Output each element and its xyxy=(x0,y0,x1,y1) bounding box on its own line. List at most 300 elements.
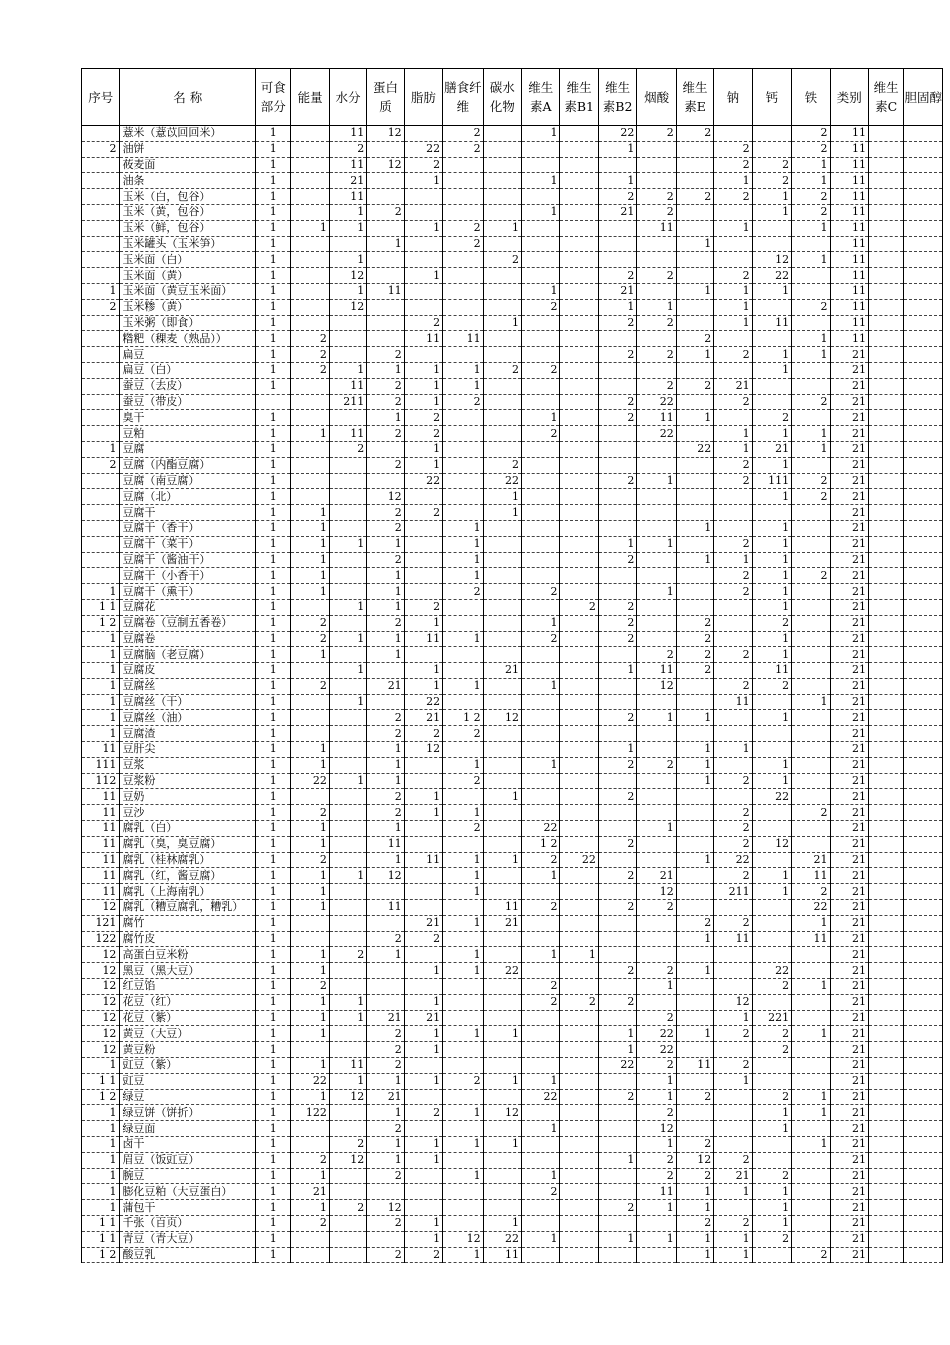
cell-index[interactable]: 12 xyxy=(82,1026,120,1042)
cell-vitamin-e[interactable] xyxy=(676,299,713,315)
cell-vitamin-a[interactable] xyxy=(522,884,560,900)
cell-protein[interactable]: 1 xyxy=(367,852,404,868)
cell-sodium[interactable]: 1 xyxy=(714,552,752,568)
cell-protein[interactable] xyxy=(367,173,404,189)
cell-fiber[interactable] xyxy=(443,157,483,173)
cell-iron[interactable] xyxy=(792,552,830,568)
cell-energy[interactable] xyxy=(291,410,329,426)
cell-fiber[interactable]: 1 xyxy=(443,552,483,568)
cell-cholesterol[interactable] xyxy=(904,1026,943,1042)
cell-energy[interactable] xyxy=(291,441,329,457)
cell-sodium[interactable] xyxy=(714,204,752,220)
cell-water[interactable] xyxy=(329,963,366,979)
cell-vitamin-c[interactable] xyxy=(868,252,903,268)
cell-name[interactable]: 莜麦面 xyxy=(120,157,256,173)
cell-cholesterol[interactable] xyxy=(904,394,943,410)
cell-sodium[interactable] xyxy=(714,789,752,805)
cell-energy[interactable] xyxy=(291,710,329,726)
cell-carbohydrate[interactable] xyxy=(483,678,521,694)
cell-protein[interactable]: 2 xyxy=(367,457,404,473)
cell-protein[interactable] xyxy=(367,315,404,331)
cell-fiber[interactable] xyxy=(443,410,483,426)
cell-fiber[interactable]: 1 xyxy=(443,362,483,378)
cell-vitamin-a[interactable] xyxy=(522,1247,560,1263)
cell-water[interactable] xyxy=(329,915,366,931)
cell-index[interactable]: 1 1 xyxy=(82,1215,120,1231)
cell-vitamin-b1[interactable] xyxy=(560,457,598,473)
cell-fiber[interactable]: 2 xyxy=(443,821,483,837)
cell-edible[interactable]: 1 xyxy=(256,204,291,220)
cell-calcium[interactable]: 1 xyxy=(752,457,791,473)
cell-calcium[interactable]: 1 xyxy=(752,1105,791,1121)
cell-iron[interactable] xyxy=(792,615,830,631)
cell-vitamin-b1[interactable] xyxy=(560,1042,598,1058)
cell-sodium[interactable] xyxy=(714,1200,752,1216)
cell-energy[interactable]: 2 xyxy=(291,852,329,868)
cell-index[interactable] xyxy=(82,536,120,552)
cell-category[interactable]: 21 xyxy=(830,441,868,457)
cell-edible[interactable]: 1 xyxy=(256,1231,291,1247)
cell-vitamin-c[interactable] xyxy=(868,584,903,600)
cell-category[interactable]: 11 xyxy=(830,331,868,347)
cell-name[interactable]: 豆腐 xyxy=(120,441,256,457)
cell-vitamin-b2[interactable] xyxy=(598,1121,636,1137)
cell-calcium[interactable]: 11 xyxy=(752,663,791,679)
cell-name[interactable]: 豇豆（紫） xyxy=(120,1058,256,1074)
cell-category[interactable]: 21 xyxy=(830,678,868,694)
cell-niacin[interactable]: 22 xyxy=(637,1042,676,1058)
cell-carbohydrate[interactable]: 11 xyxy=(483,1247,521,1263)
cell-vitamin-b1[interactable] xyxy=(560,805,598,821)
cell-energy[interactable]: 1 xyxy=(291,963,329,979)
cell-vitamin-b1[interactable] xyxy=(560,1168,598,1184)
cell-calcium[interactable] xyxy=(752,220,791,236)
cell-vitamin-a[interactable] xyxy=(522,789,560,805)
cell-vitamin-a[interactable] xyxy=(522,1042,560,1058)
cell-fat[interactable] xyxy=(404,1058,442,1074)
cell-vitamin-a[interactable]: 2 xyxy=(522,852,560,868)
cell-vitamin-e[interactable] xyxy=(676,726,713,742)
cell-fat[interactable]: 21 xyxy=(404,710,442,726)
cell-vitamin-c[interactable] xyxy=(868,489,903,505)
cell-category[interactable]: 21 xyxy=(830,663,868,679)
cell-vitamin-e[interactable] xyxy=(676,315,713,331)
cell-index[interactable]: 1 xyxy=(82,678,120,694)
cell-protein[interactable]: 1 xyxy=(367,362,404,378)
cell-energy[interactable]: 1 xyxy=(291,868,329,884)
cell-vitamin-a[interactable] xyxy=(522,457,560,473)
cell-niacin[interactable]: 11 xyxy=(637,663,676,679)
cell-vitamin-a[interactable]: 2 xyxy=(522,362,560,378)
cell-vitamin-c[interactable] xyxy=(868,663,903,679)
cell-calcium[interactable] xyxy=(752,931,791,947)
cell-fat[interactable]: 22 xyxy=(404,473,442,489)
cell-protein[interactable]: 2 xyxy=(367,710,404,726)
cell-protein[interactable]: 12 xyxy=(367,157,404,173)
cell-vitamin-a[interactable]: 1 xyxy=(522,283,560,299)
cell-energy[interactable] xyxy=(291,789,329,805)
cell-carbohydrate[interactable] xyxy=(483,979,521,995)
cell-water[interactable] xyxy=(329,584,366,600)
cell-vitamin-b1[interactable] xyxy=(560,1137,598,1153)
cell-niacin[interactable] xyxy=(637,915,676,931)
cell-calcium[interactable]: 2 xyxy=(752,410,791,426)
cell-vitamin-c[interactable] xyxy=(868,947,903,963)
cell-iron[interactable]: 2 xyxy=(792,568,830,584)
cell-name[interactable]: 腐乳（糟豆腐乳，糟乳） xyxy=(120,900,256,916)
cell-vitamin-b1[interactable] xyxy=(560,362,598,378)
cell-vitamin-a[interactable] xyxy=(522,1058,560,1074)
cell-water[interactable] xyxy=(329,742,366,758)
cell-protein[interactable]: 2 xyxy=(367,505,404,521)
cell-name[interactable]: 绿豆面 xyxy=(120,1121,256,1137)
cell-vitamin-a[interactable] xyxy=(522,1215,560,1231)
cell-protein[interactable]: 1 xyxy=(367,410,404,426)
cell-vitamin-a[interactable]: 1 xyxy=(522,126,560,142)
cell-niacin[interactable]: 2 xyxy=(637,963,676,979)
cell-vitamin-a[interactable] xyxy=(522,805,560,821)
cell-edible[interactable]: 1 xyxy=(256,963,291,979)
cell-cholesterol[interactable] xyxy=(904,362,943,378)
cell-vitamin-b2[interactable] xyxy=(598,457,636,473)
cell-cholesterol[interactable] xyxy=(904,268,943,284)
cell-cholesterol[interactable] xyxy=(904,1152,943,1168)
cell-vitamin-a[interactable]: 2 xyxy=(522,426,560,442)
cell-cholesterol[interactable] xyxy=(904,457,943,473)
cell-index[interactable]: 1 xyxy=(82,584,120,600)
cell-sodium[interactable]: 11 xyxy=(714,694,752,710)
cell-sodium[interactable]: 22 xyxy=(714,852,752,868)
cell-index[interactable]: 11 xyxy=(82,789,120,805)
cell-vitamin-c[interactable] xyxy=(868,647,903,663)
cell-niacin[interactable]: 2 xyxy=(637,1168,676,1184)
cell-vitamin-c[interactable] xyxy=(868,268,903,284)
cell-niacin[interactable] xyxy=(637,599,676,615)
cell-calcium[interactable] xyxy=(752,915,791,931)
cell-iron[interactable] xyxy=(792,631,830,647)
cell-vitamin-b1[interactable]: 2 xyxy=(560,994,598,1010)
cell-fiber[interactable] xyxy=(443,315,483,331)
cell-water[interactable] xyxy=(329,884,366,900)
cell-iron[interactable] xyxy=(792,647,830,663)
cell-carbohydrate[interactable] xyxy=(483,426,521,442)
cell-edible[interactable]: 1 xyxy=(256,426,291,442)
cell-cholesterol[interactable] xyxy=(904,378,943,394)
cell-protein[interactable]: 1 xyxy=(367,821,404,837)
cell-vitamin-c[interactable] xyxy=(868,441,903,457)
cell-vitamin-b2[interactable] xyxy=(598,568,636,584)
cell-fiber[interactable] xyxy=(443,347,483,363)
cell-carbohydrate[interactable] xyxy=(483,1058,521,1074)
cell-calcium[interactable]: 1 xyxy=(752,1200,791,1216)
cell-fat[interactable] xyxy=(404,821,442,837)
cell-category[interactable]: 11 xyxy=(830,126,868,142)
cell-name[interactable]: 玉米（白，包谷） xyxy=(120,189,256,205)
cell-cholesterol[interactable] xyxy=(904,647,943,663)
cell-vitamin-a[interactable] xyxy=(522,1105,560,1121)
cell-fiber[interactable] xyxy=(443,1200,483,1216)
cell-water[interactable]: 1 xyxy=(329,1010,366,1026)
cell-vitamin-c[interactable] xyxy=(868,1121,903,1137)
cell-edible[interactable]: 1 xyxy=(256,520,291,536)
cell-carbohydrate[interactable] xyxy=(483,141,521,157)
cell-vitamin-e[interactable] xyxy=(676,868,713,884)
cell-calcium[interactable] xyxy=(752,852,791,868)
cell-fat[interactable]: 2 xyxy=(404,505,442,521)
cell-vitamin-b1[interactable] xyxy=(560,141,598,157)
cell-index[interactable] xyxy=(82,473,120,489)
cell-water[interactable] xyxy=(329,410,366,426)
cell-protein[interactable] xyxy=(367,1184,404,1200)
cell-index[interactable] xyxy=(82,362,120,378)
cell-fat[interactable]: 1 xyxy=(404,457,442,473)
cell-water[interactable] xyxy=(329,1121,366,1137)
cell-category[interactable]: 11 xyxy=(830,236,868,252)
cell-niacin[interactable]: 1 xyxy=(637,473,676,489)
cell-carbohydrate[interactable] xyxy=(483,1089,521,1105)
cell-index[interactable]: 121 xyxy=(82,915,120,931)
cell-edible[interactable]: 1 xyxy=(256,489,291,505)
cell-index[interactable]: 11 xyxy=(82,821,120,837)
cell-carbohydrate[interactable] xyxy=(483,268,521,284)
cell-category[interactable]: 21 xyxy=(830,963,868,979)
cell-iron[interactable] xyxy=(792,457,830,473)
cell-category[interactable]: 21 xyxy=(830,947,868,963)
cell-sodium[interactable]: 2 xyxy=(714,157,752,173)
cell-vitamin-b1[interactable] xyxy=(560,663,598,679)
cell-index[interactable]: 1 1 xyxy=(82,1073,120,1089)
cell-fiber[interactable] xyxy=(443,1089,483,1105)
cell-water[interactable] xyxy=(329,789,366,805)
cell-vitamin-a[interactable]: 2 xyxy=(522,994,560,1010)
cell-carbohydrate[interactable] xyxy=(483,742,521,758)
cell-vitamin-c[interactable] xyxy=(868,299,903,315)
cell-calcium[interactable] xyxy=(752,900,791,916)
cell-energy[interactable]: 2 xyxy=(291,678,329,694)
cell-protein[interactable]: 1 xyxy=(367,647,404,663)
cell-sodium[interactable]: 2 xyxy=(714,584,752,600)
cell-vitamin-b2[interactable] xyxy=(598,1010,636,1026)
cell-category[interactable]: 21 xyxy=(830,1042,868,1058)
cell-category[interactable]: 21 xyxy=(830,915,868,931)
cell-niacin[interactable] xyxy=(637,489,676,505)
cell-calcium[interactable] xyxy=(752,1137,791,1153)
cell-category[interactable]: 21 xyxy=(830,410,868,426)
cell-vitamin-a[interactable] xyxy=(522,252,560,268)
cell-fat[interactable]: 11 xyxy=(404,331,442,347)
cell-category[interactable]: 21 xyxy=(830,884,868,900)
cell-energy[interactable] xyxy=(291,489,329,505)
cell-index[interactable] xyxy=(82,505,120,521)
cell-edible[interactable]: 1 xyxy=(256,615,291,631)
cell-fat[interactable]: 21 xyxy=(404,1010,442,1026)
cell-calcium[interactable]: 1 xyxy=(752,1215,791,1231)
cell-calcium[interactable] xyxy=(752,805,791,821)
cell-sodium[interactable]: 2 xyxy=(714,457,752,473)
cell-vitamin-c[interactable] xyxy=(868,394,903,410)
cell-iron[interactable] xyxy=(792,1184,830,1200)
cell-vitamin-b1[interactable] xyxy=(560,1200,598,1216)
cell-cholesterol[interactable] xyxy=(904,726,943,742)
cell-iron[interactable] xyxy=(792,410,830,426)
cell-fat[interactable] xyxy=(404,1200,442,1216)
cell-niacin[interactable]: 2 xyxy=(637,315,676,331)
cell-vitamin-b1[interactable] xyxy=(560,615,598,631)
cell-vitamin-b2[interactable]: 2 xyxy=(598,1200,636,1216)
cell-vitamin-b2[interactable]: 2 xyxy=(598,868,636,884)
cell-sodium[interactable] xyxy=(714,947,752,963)
cell-fiber[interactable]: 1 xyxy=(443,947,483,963)
cell-sodium[interactable] xyxy=(714,520,752,536)
cell-fat[interactable]: 2 xyxy=(404,1105,442,1121)
cell-sodium[interactable]: 211 xyxy=(714,884,752,900)
cell-name[interactable]: 豆腐脑（老豆腐） xyxy=(120,647,256,663)
cell-fat[interactable] xyxy=(404,947,442,963)
cell-sodium[interactable]: 2 xyxy=(714,568,752,584)
cell-category[interactable]: 11 xyxy=(830,252,868,268)
cell-sodium[interactable] xyxy=(714,663,752,679)
cell-cholesterol[interactable] xyxy=(904,947,943,963)
cell-vitamin-a[interactable]: 1 2 xyxy=(522,836,560,852)
cell-carbohydrate[interactable] xyxy=(483,1200,521,1216)
cell-carbohydrate[interactable] xyxy=(483,757,521,773)
cell-vitamin-b2[interactable] xyxy=(598,1105,636,1121)
cell-vitamin-b1[interactable] xyxy=(560,331,598,347)
cell-vitamin-e[interactable]: 2 xyxy=(676,126,713,142)
cell-iron[interactable]: 1 xyxy=(792,252,830,268)
cell-water[interactable]: 211 xyxy=(329,394,366,410)
cell-carbohydrate[interactable] xyxy=(483,283,521,299)
cell-energy[interactable]: 2 xyxy=(291,1152,329,1168)
cell-vitamin-e[interactable]: 1 xyxy=(676,710,713,726)
cell-vitamin-b1[interactable] xyxy=(560,584,598,600)
cell-vitamin-a[interactable]: 1 xyxy=(522,204,560,220)
cell-iron[interactable] xyxy=(792,362,830,378)
cell-sodium[interactable]: 2 xyxy=(714,189,752,205)
cell-vitamin-b2[interactable] xyxy=(598,252,636,268)
cell-cholesterol[interactable] xyxy=(904,773,943,789)
cell-index[interactable]: 1 xyxy=(82,1058,120,1074)
cell-niacin[interactable] xyxy=(637,726,676,742)
cell-calcium[interactable]: 22 xyxy=(752,963,791,979)
cell-fiber[interactable]: 1 2 xyxy=(443,710,483,726)
cell-vitamin-b2[interactable] xyxy=(598,852,636,868)
cell-vitamin-e[interactable] xyxy=(676,1105,713,1121)
cell-cholesterol[interactable] xyxy=(904,283,943,299)
cell-index[interactable]: 1 xyxy=(82,283,120,299)
cell-iron[interactable]: 1 xyxy=(792,979,830,995)
cell-vitamin-c[interactable] xyxy=(868,1168,903,1184)
cell-calcium[interactable] xyxy=(752,505,791,521)
cell-protein[interactable] xyxy=(367,252,404,268)
cell-index[interactable] xyxy=(82,173,120,189)
cell-energy[interactable]: 1 xyxy=(291,536,329,552)
cell-name[interactable]: 卤干 xyxy=(120,1137,256,1153)
cell-water[interactable]: 1 xyxy=(329,868,366,884)
cell-vitamin-b2[interactable]: 1 xyxy=(598,299,636,315)
cell-vitamin-a[interactable]: 1 xyxy=(522,1121,560,1137)
cell-index[interactable]: 112 xyxy=(82,773,120,789)
cell-name[interactable]: 腐乳（桂林腐乳） xyxy=(120,852,256,868)
cell-cholesterol[interactable] xyxy=(904,410,943,426)
cell-vitamin-a[interactable] xyxy=(522,220,560,236)
cell-vitamin-b2[interactable] xyxy=(598,979,636,995)
cell-vitamin-c[interactable] xyxy=(868,1073,903,1089)
cell-protein[interactable]: 1 xyxy=(367,568,404,584)
cell-index[interactable]: 1 xyxy=(82,631,120,647)
cell-carbohydrate[interactable]: 1 xyxy=(483,789,521,805)
cell-iron[interactable] xyxy=(792,963,830,979)
cell-water[interactable]: 2 xyxy=(329,947,366,963)
cell-protein[interactable]: 2 xyxy=(367,520,404,536)
cell-niacin[interactable]: 22 xyxy=(637,426,676,442)
cell-fat[interactable]: 11 xyxy=(404,631,442,647)
cell-cholesterol[interactable] xyxy=(904,1168,943,1184)
cell-vitamin-b1[interactable] xyxy=(560,126,598,142)
cell-vitamin-a[interactable]: 2 xyxy=(522,299,560,315)
cell-edible[interactable]: 1 xyxy=(256,915,291,931)
cell-edible[interactable] xyxy=(256,394,291,410)
cell-category[interactable]: 21 xyxy=(830,1105,868,1121)
cell-sodium[interactable] xyxy=(714,126,752,142)
cell-protein[interactable] xyxy=(367,884,404,900)
cell-protein[interactable]: 2 xyxy=(367,1026,404,1042)
cell-iron[interactable]: 2 xyxy=(792,189,830,205)
cell-protein[interactable]: 21 xyxy=(367,1089,404,1105)
cell-carbohydrate[interactable] xyxy=(483,584,521,600)
cell-protein[interactable]: 2 xyxy=(367,1168,404,1184)
cell-category[interactable]: 21 xyxy=(830,1058,868,1074)
cell-energy[interactable]: 1 xyxy=(291,994,329,1010)
cell-vitamin-a[interactable] xyxy=(522,599,560,615)
cell-carbohydrate[interactable]: 1 xyxy=(483,1215,521,1231)
cell-niacin[interactable] xyxy=(637,1247,676,1263)
cell-niacin[interactable] xyxy=(637,157,676,173)
cell-calcium[interactable] xyxy=(752,1073,791,1089)
cell-vitamin-a[interactable]: 2 xyxy=(522,900,560,916)
cell-carbohydrate[interactable] xyxy=(483,1010,521,1026)
cell-carbohydrate[interactable] xyxy=(483,868,521,884)
cell-protein[interactable]: 2 xyxy=(367,1121,404,1137)
cell-calcium[interactable]: 111 xyxy=(752,473,791,489)
cell-carbohydrate[interactable]: 21 xyxy=(483,663,521,679)
cell-vitamin-b2[interactable] xyxy=(598,362,636,378)
cell-niacin[interactable]: 2 xyxy=(637,204,676,220)
cell-cholesterol[interactable] xyxy=(904,220,943,236)
cell-vitamin-e[interactable] xyxy=(676,568,713,584)
cell-iron[interactable] xyxy=(792,663,830,679)
cell-vitamin-a[interactable] xyxy=(522,236,560,252)
cell-energy[interactable]: 1 xyxy=(291,900,329,916)
cell-calcium[interactable]: 1 xyxy=(752,347,791,363)
cell-iron[interactable] xyxy=(792,1010,830,1026)
cell-cholesterol[interactable] xyxy=(904,789,943,805)
cell-fiber[interactable] xyxy=(443,789,483,805)
cell-calcium[interactable]: 1 xyxy=(752,773,791,789)
cell-vitamin-a[interactable] xyxy=(522,141,560,157)
cell-calcium[interactable]: 1 xyxy=(752,884,791,900)
cell-edible[interactable]: 1 xyxy=(256,694,291,710)
cell-vitamin-a[interactable] xyxy=(522,473,560,489)
cell-sodium[interactable]: 2 xyxy=(714,394,752,410)
cell-category[interactable]: 21 xyxy=(830,615,868,631)
cell-cholesterol[interactable] xyxy=(904,315,943,331)
cell-fiber[interactable] xyxy=(443,268,483,284)
cell-category[interactable]: 21 xyxy=(830,1121,868,1137)
cell-niacin[interactable] xyxy=(637,283,676,299)
cell-niacin[interactable]: 2 xyxy=(637,647,676,663)
cell-fat[interactable] xyxy=(404,884,442,900)
